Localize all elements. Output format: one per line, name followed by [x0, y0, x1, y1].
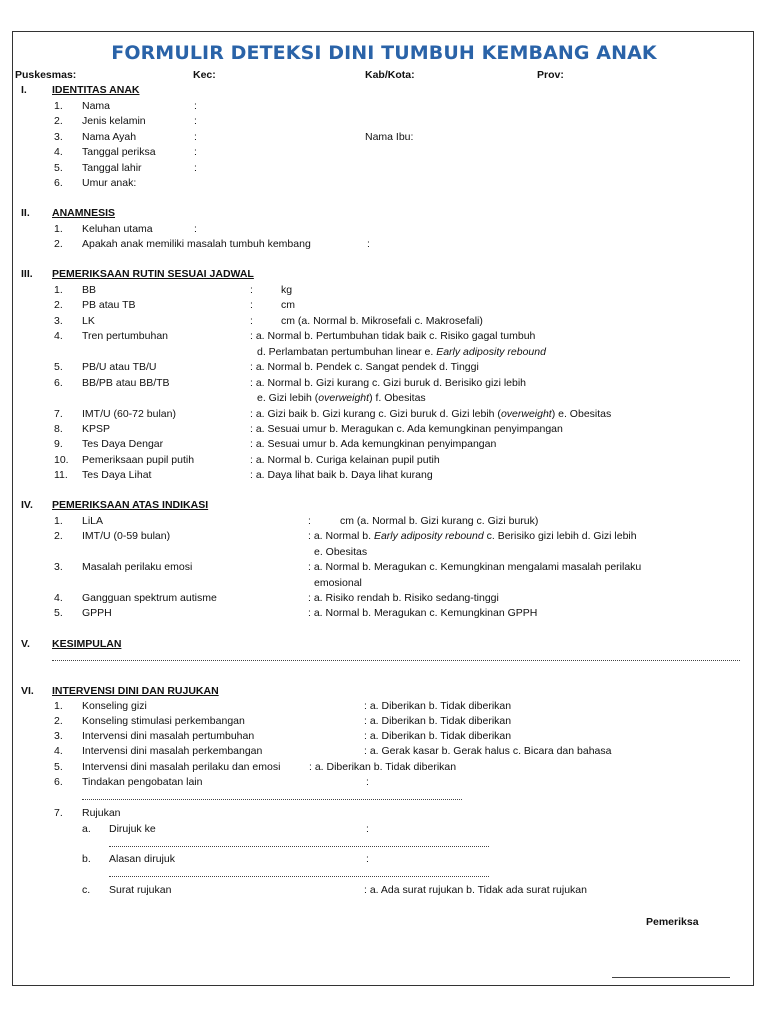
- option-part-italic: overweight: [500, 408, 552, 420]
- field-label: PB/U atau TB/U: [82, 361, 157, 373]
- fill-line: [109, 876, 489, 877]
- field-label: Nama Ayah: [82, 131, 137, 143]
- item-number: 6.: [54, 177, 63, 189]
- unit-label: cm: [281, 299, 295, 311]
- option-text: : a. Gerak kasar b. Gerak halus c. Bicara dan bahasa: [364, 745, 612, 757]
- field-colon: :: [250, 284, 253, 296]
- item-number: 3.: [54, 131, 63, 143]
- field-label: Dirujuk ke: [109, 823, 156, 835]
- option-text: : a. Normal b. Meragukan c. Kemungkinan mengalami masalah perilaku: [308, 561, 642, 573]
- section-num: I.: [21, 84, 27, 96]
- option-part: c. Berisiko gizi lebih d. Gizi lebih: [483, 530, 637, 542]
- item-number: 4.: [54, 745, 63, 757]
- field-colon: :: [250, 299, 253, 311]
- option-text: : a. Diberikan b. Tidak diberikan: [364, 715, 512, 727]
- field-label: Intervensi dini masalah perilaku dan emosi: [82, 761, 281, 773]
- signature-line: [612, 977, 730, 978]
- field-label: Konseling gizi: [82, 700, 147, 712]
- field-label: Apakah anak memiliki masalah tumbuh kembang: [82, 238, 311, 250]
- option-part: ) f. Obesitas: [369, 392, 426, 404]
- item-number: 7.: [54, 807, 63, 819]
- option-text: : a. Risiko rendah b. Risiko sedang-tinggi: [308, 592, 499, 604]
- field-label: Konseling stimulasi perkembangan: [82, 715, 245, 727]
- section-title: PEMERIKSAAN ATAS INDIKASI: [52, 499, 209, 511]
- field-label: Masalah perilaku emosi: [82, 561, 193, 573]
- section-title: PEMERIKSAAN RUTIN SESUAI JADWAL: [52, 268, 254, 280]
- field-label: Intervensi dini masalah pertumbuhan: [82, 730, 255, 742]
- option-text: cm (a. Normal b. Gizi kurang c. Gizi buruk): [340, 515, 539, 527]
- option-text: : a. Normal b. Meragukan c. Kemungkinan GPPH: [308, 607, 538, 619]
- form-title: FORMULIR DETEKSI DINI TUMBUH KEMBANG ANAK: [111, 42, 657, 64]
- field-colon: :: [308, 515, 311, 527]
- field-label: Keluhan utama: [82, 223, 153, 235]
- item-number: 8.: [54, 423, 63, 435]
- item-number: 5.: [54, 761, 63, 773]
- option-text: : a. Normal b. Curiga kelainan pupil putih: [250, 454, 440, 466]
- item-number: 1.: [54, 100, 63, 112]
- field-label: Alasan dirujuk: [109, 853, 175, 865]
- field-colon: :: [367, 238, 370, 250]
- item-number: 3.: [54, 315, 63, 327]
- field-colon: :: [366, 776, 369, 788]
- field-label: Tindakan pengobatan lain: [82, 776, 203, 788]
- option-part-italic: overweight: [318, 392, 370, 404]
- item-number: 1.: [54, 284, 63, 296]
- option-part: d. Perlambatan pertumbuhan linear e.: [257, 346, 437, 358]
- field-label: Tren pertumbuhan: [82, 330, 168, 342]
- option-text: : a. Normal b. Gizi kurang c. Gizi buruk d. Berisiko gizi lebih: [250, 377, 527, 389]
- field-label: Rujukan: [82, 807, 121, 819]
- option-text: : a. Ada surat rujukan b. Tidak ada surat rujukan: [364, 884, 587, 896]
- section-num: VI.: [21, 685, 34, 697]
- field-colon: :: [250, 315, 253, 327]
- sub-item-letter: c.: [82, 884, 91, 896]
- item-number: 1.: [54, 700, 63, 712]
- section-title: IDENTITAS ANAK: [52, 84, 140, 96]
- field-label: LK: [82, 315, 95, 327]
- field-label: Nama: [82, 100, 111, 112]
- item-number: 3.: [54, 561, 63, 573]
- option-text: [257, 392, 426, 405]
- field-colon: :: [366, 853, 369, 865]
- option-text: e. Obesitas: [314, 546, 368, 558]
- field-colon: :: [194, 115, 197, 127]
- option-part: e. Gizi lebih (: [257, 392, 319, 404]
- option-text: emosional: [314, 577, 362, 589]
- field-colon: :: [194, 162, 197, 174]
- field-label: BB: [82, 284, 97, 296]
- item-number: 2.: [54, 530, 63, 542]
- item-number: 2.: [54, 299, 63, 311]
- item-number: 1.: [54, 515, 63, 527]
- option-text: : a. Diberikan b. Tidak diberikan: [309, 761, 457, 773]
- field-label: IMT/U (0-59 bulan): [82, 530, 171, 542]
- item-number: 9.: [54, 438, 63, 450]
- section-title: ANAMNESIS: [52, 207, 116, 219]
- field-colon: :: [194, 100, 197, 112]
- field-colon: :: [194, 131, 197, 143]
- fill-line: [82, 799, 462, 800]
- examiner-label: Pemeriksa: [646, 916, 699, 928]
- field-label: Umur anak:: [82, 177, 137, 189]
- prov-label: Prov:: [537, 69, 564, 81]
- sub-item-letter: a.: [82, 823, 91, 835]
- item-number: 5.: [54, 607, 63, 619]
- option-text: : a. Sesuai umur b. Meragukan c. Ada kemungkinan penyimpangan: [250, 423, 563, 435]
- item-number: 2.: [54, 115, 63, 127]
- field-colon: :: [366, 823, 369, 835]
- kec-label: Kec:: [193, 69, 216, 81]
- option-text: [250, 408, 611, 421]
- field-label: Tanggal periksa: [82, 146, 156, 158]
- item-number: 1.: [54, 223, 63, 235]
- item-number: 6.: [54, 776, 63, 788]
- section-title: INTERVENSI DINI DAN RUJUKAN: [52, 685, 219, 697]
- option-text: [257, 346, 546, 359]
- field-label: Tes Daya Dengar: [82, 438, 164, 450]
- item-number: 5.: [54, 162, 63, 174]
- option-part-italic: Early adiposity rebound: [436, 346, 546, 358]
- item-number: 2.: [54, 238, 63, 250]
- item-number: 4.: [54, 592, 63, 604]
- field-colon: :: [194, 223, 197, 235]
- field-label: BB/PB atau BB/TB: [82, 377, 170, 389]
- option-text: : a. Normal b. Pendek c. Sangat pendek d. Tinggi: [250, 361, 479, 373]
- field-label: Tes Daya Lihat: [82, 469, 152, 481]
- option-text: : a. Diberikan b. Tidak diberikan: [364, 730, 512, 742]
- field-label: Nama Ibu:: [365, 131, 414, 143]
- field-colon: :: [194, 146, 197, 158]
- field-label: Surat rujukan: [109, 884, 172, 896]
- field-label: Jenis kelamin: [82, 115, 146, 127]
- unit-label: kg: [281, 284, 293, 296]
- item-number: 6.: [54, 377, 63, 389]
- option-text: : a. Sesuai umur b. Ada kemungkinan penyimpangan: [250, 438, 497, 450]
- kab-kota-label: Kab/Kota:: [365, 69, 415, 81]
- section-num: IV.: [21, 499, 33, 511]
- field-label: Tanggal lahir: [82, 162, 142, 174]
- field-label: Gangguan spektrum autisme: [82, 592, 217, 604]
- option-part-italic: Early adiposity rebound: [373, 530, 484, 542]
- option-part: : a. Normal b.: [308, 530, 374, 542]
- field-label: LiLA: [82, 515, 104, 527]
- sub-item-letter: b.: [82, 853, 91, 865]
- section-num: II.: [21, 207, 30, 219]
- fill-line: [109, 846, 489, 847]
- option-text: : a. Diberikan b. Tidak diberikan: [364, 700, 512, 712]
- item-number: 4.: [54, 146, 63, 158]
- option-part: : a. Gizi baik b. Gizi kurang c. Gizi buruk d. Gizi lebih (: [250, 408, 501, 420]
- option-text: : a. Daya lihat baik b. Daya lihat kurang: [250, 469, 433, 481]
- conclusion-fill-line: [52, 660, 740, 661]
- option-text: [308, 530, 637, 543]
- field-label: KPSP: [82, 423, 111, 435]
- section-title: KESIMPULAN: [52, 638, 122, 650]
- item-number: 3.: [54, 730, 63, 742]
- item-number: 7.: [54, 408, 63, 420]
- puskesmas-label: Puskesmas:: [15, 69, 77, 81]
- item-number: 10.: [54, 454, 69, 466]
- field-label: IMT/U (60-72 bulan): [82, 408, 176, 420]
- field-label: Pemeriksaan pupil putih: [82, 454, 195, 466]
- option-text: cm (a. Normal b. Mikrosefali c. Makrosefali): [281, 315, 483, 327]
- item-number: 4.: [54, 330, 63, 342]
- section-num: III.: [21, 268, 33, 280]
- field-label: Intervensi dini masalah perkembangan: [82, 745, 263, 757]
- field-label: PB atau TB: [82, 299, 136, 311]
- item-number: 2.: [54, 715, 63, 727]
- option-part: ) e. Obesitas: [551, 408, 612, 420]
- item-number: 11.: [54, 469, 68, 481]
- field-label: GPPH: [82, 607, 112, 619]
- option-text: : a. Normal b. Pertumbuhan tidak baik c. Risiko gagal tumbuh: [250, 330, 536, 342]
- item-number: 5.: [54, 361, 63, 373]
- section-num: V.: [21, 638, 30, 650]
